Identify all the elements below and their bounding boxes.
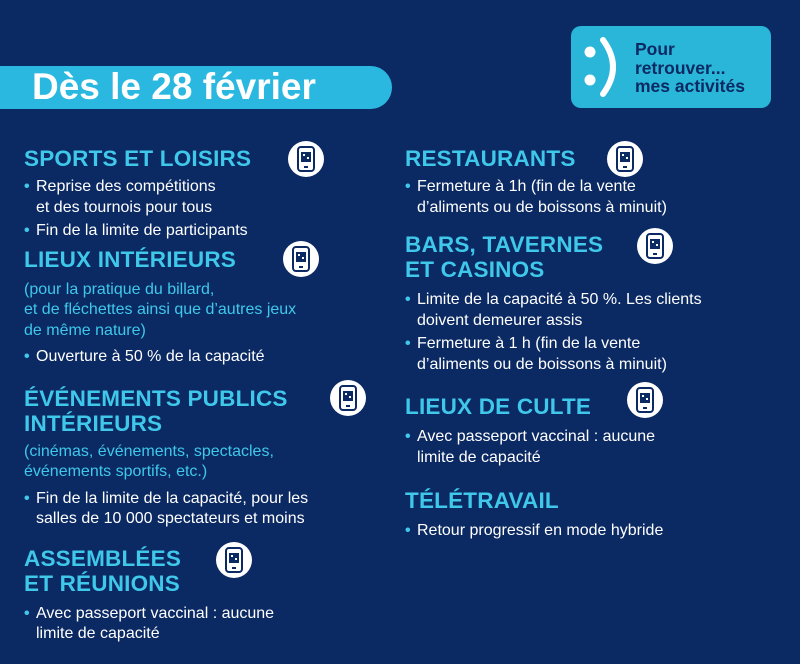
phone-qr-icon (637, 228, 673, 264)
section-assemblees (24, 546, 394, 645)
title-line: TÉLÉTRAVAIL (405, 488, 559, 513)
note-line: événements sportifs, etc.) (24, 463, 208, 480)
badge-line: retrouver... (635, 57, 726, 78)
item-line: • Retour progressif en mode hybride (417, 522, 664, 539)
item-line: • Fermeture à 1 h (fin de la vente (417, 335, 641, 352)
list-item (405, 290, 785, 331)
phone-qr-icon (216, 542, 252, 578)
item-line: • Fin de la limite de la capacité, pour les (36, 489, 309, 507)
title-line: ET RÉUNIONS (24, 570, 180, 596)
left-column (24, 140, 394, 645)
list-item (24, 221, 394, 242)
section-title (405, 232, 785, 282)
item-line: salles de 10 000 spectateurs et moins (36, 510, 305, 527)
list-item (24, 177, 394, 218)
section-title (24, 546, 394, 596)
title-line: SPORTS ET LOISIRS (24, 146, 252, 171)
section-bars-tavernes (405, 232, 785, 375)
badge-line: Pour (635, 39, 675, 59)
item-line: • Avec passeport vaccinal : aucune (36, 604, 275, 622)
item-line: et des tournois pour tous (36, 198, 213, 216)
item-line: • Avec passeport vaccinal : aucune (417, 428, 656, 445)
section-lieux-interieurs (24, 247, 394, 368)
item-line: d’aliments ou de boissons à minuit) (417, 355, 667, 373)
item-line: limite de capacité (36, 625, 160, 642)
section-title (24, 247, 394, 272)
title-line: ÉVÉNEMENTS PUBLICS (24, 385, 288, 411)
right-column (405, 140, 785, 542)
badge-text (635, 40, 745, 96)
item-line: d’aliments ou de boissons à minuit) (417, 198, 667, 216)
title-line: INTÉRIEURS (24, 410, 163, 436)
list-item (24, 489, 394, 530)
note-line: et de fléchettes ainsi que d’autres jeux (24, 301, 297, 318)
item-line: • Limite de la capacité à 50 %. Les clients (417, 291, 702, 308)
section-title (405, 146, 785, 171)
section-evenements-publics (24, 386, 394, 530)
list-item (405, 334, 785, 375)
list-item (24, 347, 394, 368)
item-line: limite de capacité (417, 448, 541, 466)
activities-badge (571, 26, 771, 108)
phone-qr-icon (330, 380, 366, 416)
title-line: LIEUX INTÉRIEURS (24, 246, 236, 272)
badge-line: mes activités (635, 76, 745, 96)
title-line: BARS, TAVERNES (405, 232, 604, 257)
phone-qr-icon (288, 141, 324, 177)
note-line: (cinémas, événements, spectacles, (24, 442, 274, 460)
section-title (405, 394, 785, 419)
section-title (405, 488, 785, 513)
phone-qr-icon (627, 382, 663, 418)
item-line: • Fermeture à 1h (fin de la vente (417, 178, 636, 195)
section-title (24, 146, 394, 171)
list-item (405, 427, 785, 468)
title-line: ASSEMBLÉES (24, 545, 182, 571)
list-item (24, 604, 394, 645)
section-sports-loisirs (24, 146, 394, 242)
section-teletravail (405, 488, 785, 542)
section-note (24, 280, 394, 342)
section-note (24, 442, 394, 483)
item-line: • Reprise des compétitions (36, 178, 216, 195)
title-line: LIEUX DE CULTE (405, 394, 592, 419)
item-line: • Ouverture à 50 % de la capacité (36, 348, 265, 365)
item-line: • Fin de la limite de participants (36, 222, 248, 239)
note-line: (pour la pratique du billard, (24, 280, 215, 298)
section-lieux-culte (405, 394, 785, 468)
note-line: de même nature) (24, 321, 146, 339)
phone-qr-icon (283, 241, 319, 277)
smiley-icon (581, 34, 625, 100)
title-line: ET CASINOS (405, 257, 545, 282)
list-item (405, 521, 785, 542)
item-line: doivent demeurer assis (417, 311, 583, 329)
page-title: Dès le 28 février (32, 66, 316, 107)
phone-qr-icon (607, 141, 643, 177)
list-item (405, 177, 785, 218)
section-restaurants (405, 146, 785, 218)
title-line: RESTAURANTS (405, 146, 576, 171)
